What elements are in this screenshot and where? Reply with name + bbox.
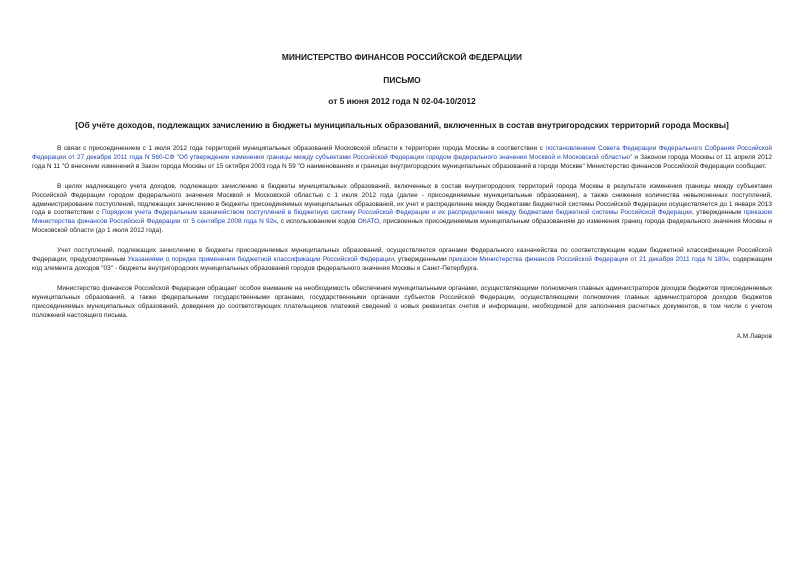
- paragraph-text: , с использованием кодов: [276, 218, 358, 226]
- link-minfin-order-180n[interactable]: приказом Министерства финансов Российской Федерации от 21 декабря 2011 года N 180н: [448, 256, 729, 264]
- paragraph-text: , утвержденным: [691, 209, 744, 217]
- document-body: [32, 145, 772, 341]
- link-okato[interactable]: ОКАТО: [357, 218, 380, 226]
- paragraph-text: Министерство финансов Российской Федерации обращает особое внимание на необходимость обеспечения муниципальными органами, осуществляющими полномочия главных администраторов доходов бюджетов присоединяемых муниципальных образований, а также федеральными государственными органами, государственными органами субъектов Российской Федерации, осуществляющими полномочия главных администраторов доходов бюджетов присоединяемых муниципальных образований, доведения до соответствующих плательщиков платежей сведений о новых реквизитах счетов и информации, необходимой для заполнения расчетных документов, в том числе с учетом положений настоящего письма.: [32, 284, 772, 319]
- link-minfin-order-92n[interactable]: приказом Министерства финансов Российской Федерации от 5 сентября 2008 года N 92н: [32, 209, 772, 226]
- document-date-number: от 5 июня 2012 года N 02-04-10/2012: [328, 96, 476, 106]
- link-treasury-procedure[interactable]: Порядком учета Федеральным казначейством поступлений в бюджетную систему Российской Федерации и их распределения между бюджетами бюджетной системы Российской Федерации: [102, 209, 692, 217]
- signature: А.М.Лавров: [736, 332, 772, 340]
- issuer-title: МИНИСТЕРСТВО ФИНАНСОВ РОССИЙСКОЙ ФЕДЕРАЦИИ: [281, 52, 523, 62]
- paragraph-text: В связи с присоединением с 1 июля 2012 года территорий муниципальных образований Московской области к территории города Москвы в соответствии с: [57, 145, 546, 152]
- paragraph-text: , присвоенных присоединяемым муниципальным образованиям до изменения границ города федерального значения Москвы и Московской области (до 1 июля 2012 года).: [32, 218, 772, 235]
- paragraph-1: [32, 145, 772, 172]
- paragraph-text: Учет поступлений, подлежащих зачислению в бюджеты присоединяемых муниципальных образований, осуществляется органами Федерального казначейства по соответствующим кодам бюджетной классификации Российской Федерации, предусмотренным: [32, 247, 772, 264]
- paragraph-2: [32, 183, 772, 236]
- paragraph-text: и Законом города Москвы от 11 апреля 2012 года N 11 "О внесении изменений в Закон города Москвы от 15 октября 2003 года N 59 "О наименованиях и границах внутригородских муниципальных образований в городе Москве" Министерство финансов Российской Федерации сообщает.: [32, 153, 772, 170]
- document-kind: ПИСЬМО: [383, 75, 421, 85]
- document-subject: [Об учёте доходов, подлежащих зачислению в бюджеты муниципальных образований, включенных в состав внутригородских территорий города Москвы]: [75, 120, 729, 130]
- paragraph-text: , содержащим код элемента доходов "03" - бюджеты внутригородских муниципальных образований городов федерального значения Москвы и Санкт-Петербурга.: [32, 256, 773, 272]
- paragraph-3: [32, 247, 772, 274]
- link-budget-classification-instructions[interactable]: Указаниями о порядке применения бюджетной классификации Российской Федерации: [127, 256, 394, 264]
- paragraph-text: В целях надлежащего учета доходов, подлежащих зачислению в бюджеты муниципальных образований, включенных в состав внутригородских территорий города Москвы в результате изменения границы между субъектами Российской Федерации городом федерального значения Москвой и Московской областью с 1 июля 2012 года (далее - присоединяемые муниципальные образования), а также снижения количества невыясненных поступлений, администрирование поступлений, подлежащих зачислению в бюджеты присоединяемых муниципальных образований, их учет и распределение между бюджетами бюджетной системы Российской Федерации осуществляется до 1 января 2013 года в соответствии с: [32, 182, 772, 217]
- link-federation-council-resolution[interactable]: постановлением Совета Федерации Федерального Собрания Российской Федерации от 27 декабря 2011 года N 560-СФ "Об утверждении изменения границы между субъектами Российской Федерации городом федерального значения Москвой и Московской областью": [32, 145, 772, 161]
- paragraph-text: , утвержденными: [393, 256, 449, 264]
- paragraph-4: [32, 285, 772, 321]
- document-page: [32, 52, 772, 341]
